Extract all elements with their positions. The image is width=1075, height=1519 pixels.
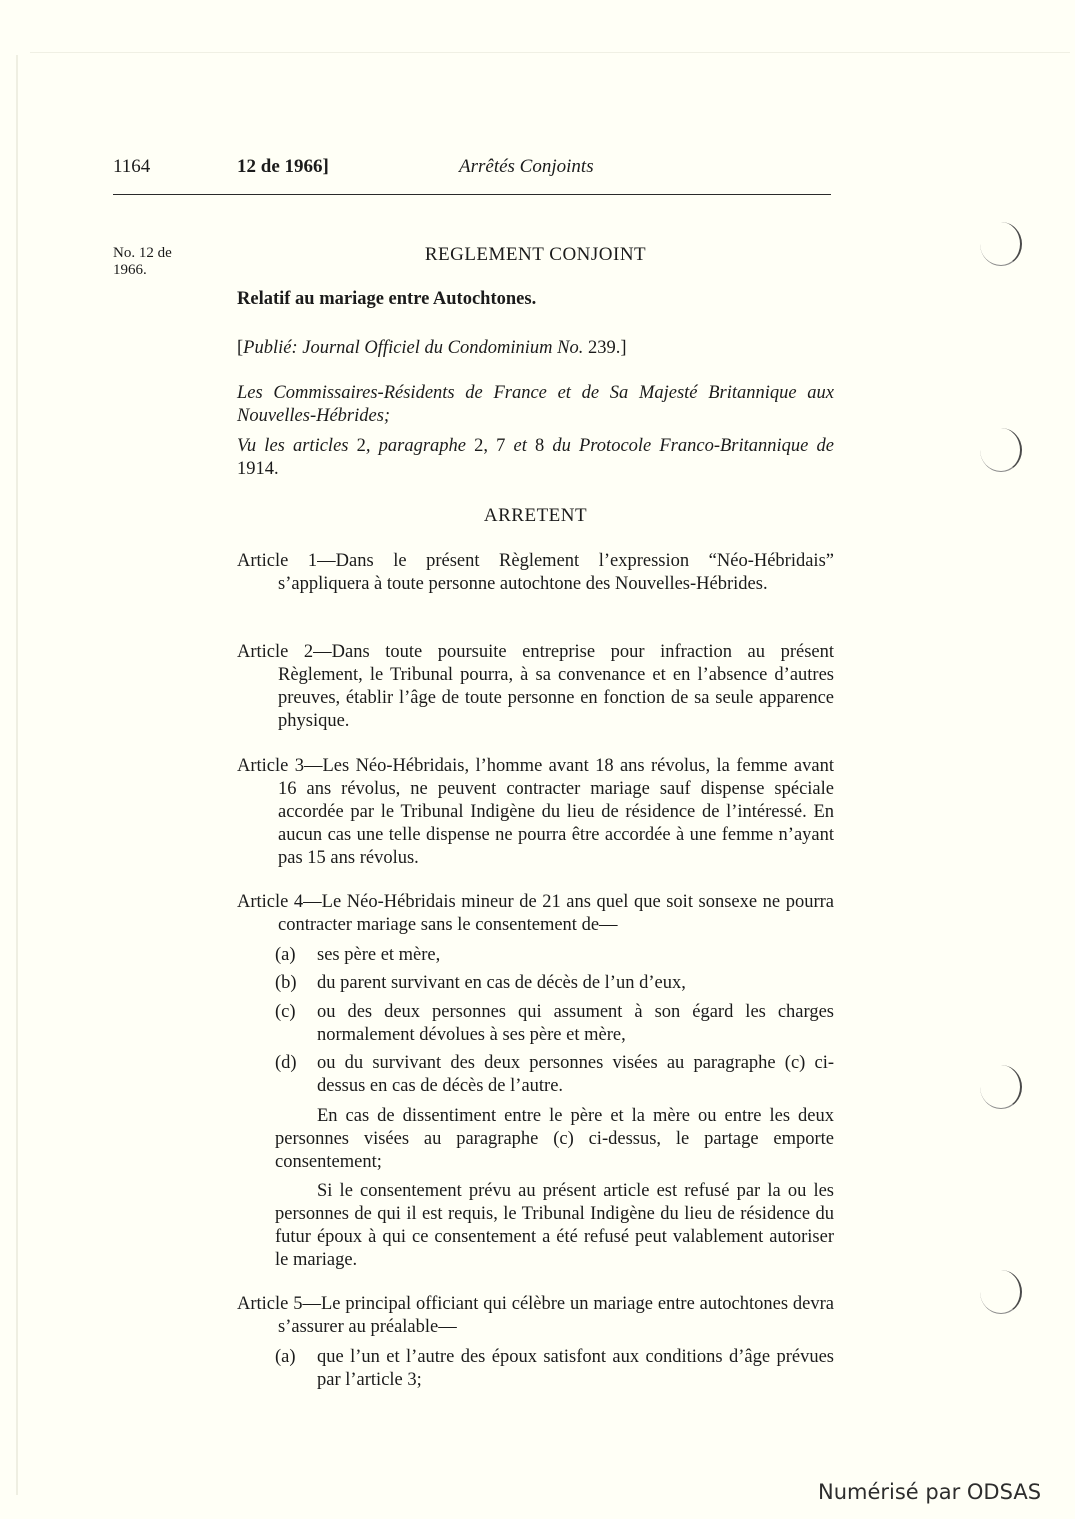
page-edge-left bbox=[16, 55, 18, 1495]
article-3: Article 3—Les Néo-Hébridais, l’homme avant 18 ans révolus, la femme avant 16 ans révolus, ne peuvent contracter mariage sauf dispense spéciale accordée par le Tribunal Indigène du lieu de résidence de l’intéressé. En aucun cas une telle dispense ne pourra être accordée à une femme n’ayant pas 15 ans révolus. bbox=[237, 756, 834, 868]
punch-hole bbox=[980, 1065, 1022, 1109]
margin-note-line: No. 12 de bbox=[113, 245, 172, 261]
article-4: Article 4—Le Néo-Hébridais mineur de 21 ans quel que soit sonsexe ne pourra contracter mariage sans le consentement de— bbox=[237, 892, 834, 935]
list-item: (a) ses père et mère, bbox=[275, 945, 441, 965]
document-title: REGLEMENT CONJOINT bbox=[424, 244, 647, 265]
punch-hole bbox=[980, 222, 1022, 266]
list-item: (a) que l’un et l’autre des époux satisfont aux conditions d’âge prévues par l’article 3; bbox=[275, 1347, 834, 1390]
paragraph: En cas de dissentiment entre le père et la mère ou entre les deux personnes visées au paragraphe (c) ci-dessus, le partage emporte consentement; bbox=[275, 1106, 834, 1172]
page-number: 1164 bbox=[113, 156, 151, 177]
list-item: (d) ou du survivant des deux personnes visées au paragraphe (c) ci-dessus en cas de décès de l’autre. bbox=[275, 1053, 834, 1096]
list-item: (b) du parent survivant en cas de décès de l’un d’eux, bbox=[275, 973, 686, 993]
punch-hole bbox=[980, 1270, 1022, 1314]
running-head-number: 12 de 1966] bbox=[237, 156, 329, 177]
header-rule bbox=[113, 194, 831, 195]
article-2: Article 2—Dans toute poursuite entreprise pour infraction au présent Règlement, le Tribunal pourra, à sa convenance et en l’absence d’autres preuves, établir l’âge de toute personne en fonction de sa seule apparence physique. bbox=[237, 642, 834, 731]
article-5: Article 5—Le principal officiant qui célèbre un mariage entre autochtones devra s’assurer au préalable— bbox=[237, 1294, 834, 1337]
section-heading: ARRETENT bbox=[483, 505, 588, 526]
running-head-title: Arrêtés Conjoints bbox=[459, 156, 594, 177]
punch-hole bbox=[980, 428, 1022, 472]
margin-note-line: 1966. bbox=[113, 262, 147, 278]
paragraph: Si le consentement prévu au présent article est refusé par la ou les personnes de qui il est requis, le Tribunal Indigène du lieu de résidence du futur époux à qui ce consentement a été refusé peut valablement autoriser le mariage. bbox=[275, 1181, 834, 1270]
preamble-authorities: Les Commissaires-Résidents de France et de Sa Majesté Britannique aux Nouvelles-Hébrides; bbox=[237, 383, 834, 426]
preamble-considering: Vu les articles 2, paragraphe 2, 7 et 8 du Protocole Franco-Britannique de 1914. bbox=[237, 436, 834, 479]
article-1: Article 1—Dans le présent Règlement l’expression “Néo-Hébridais” s’appliquera à toute personne autochtone des Nouvelles-Hébrides. bbox=[237, 551, 834, 594]
margin-note bbox=[113, 245, 203, 279]
page-edge-top bbox=[30, 52, 1070, 53]
publication-note: [Publié: Journal Officiel du Condominium No. 239.] bbox=[237, 338, 627, 358]
list-item: (c) ou des deux personnes qui assument à son égard les charges normalement dévolues à ses père et mère, bbox=[275, 1002, 834, 1045]
digitization-credit: Numérisé par ODSAS bbox=[818, 1480, 1042, 1504]
document-subject: Relatif au mariage entre Autochtones. bbox=[237, 289, 537, 309]
